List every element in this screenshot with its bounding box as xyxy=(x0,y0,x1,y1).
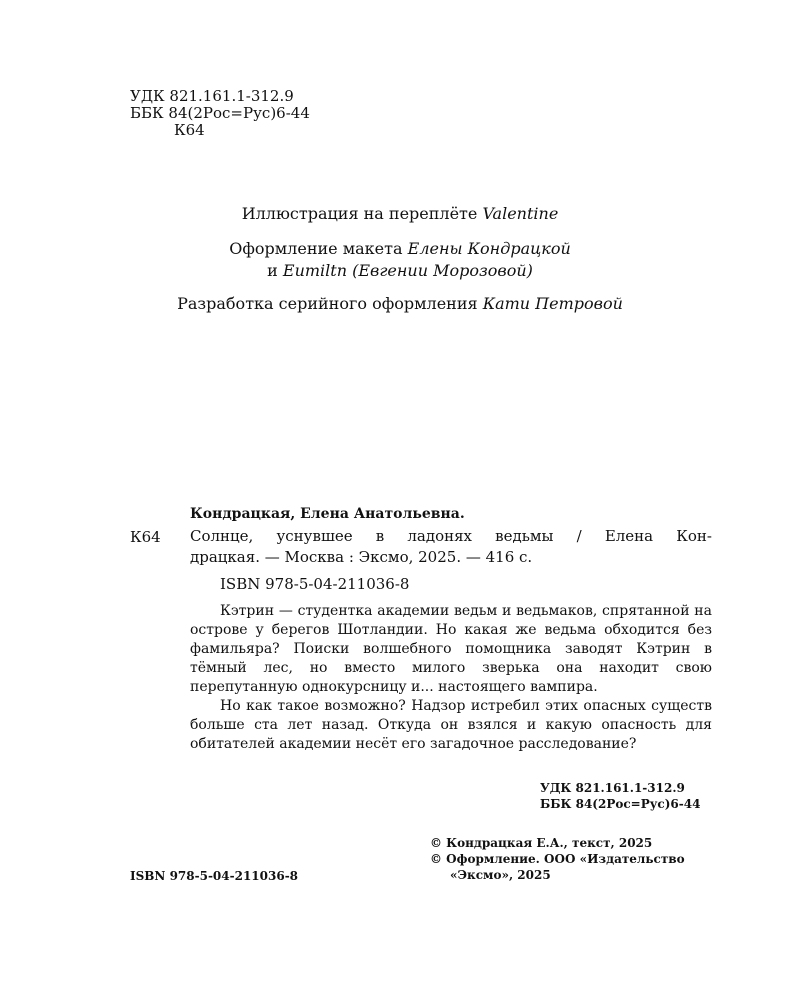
title-line-1 xyxy=(190,526,712,547)
series-label: Разработка серийного оформления xyxy=(177,294,478,313)
series-designer-name: Кати Петровой xyxy=(482,294,623,313)
footer-codes xyxy=(540,780,700,812)
title-word: Кон- xyxy=(676,527,712,545)
footer-bbk: ББК 84(2Рос=Рус)6-44 xyxy=(540,797,701,811)
title-word: / xyxy=(576,527,582,545)
title-word: в xyxy=(375,527,385,545)
layout-label: Оформление макета xyxy=(229,239,403,258)
udk-code: УДК 821.161.1-312.9 xyxy=(130,87,294,105)
title-word: ладонях xyxy=(407,527,473,545)
catalog-codes xyxy=(130,88,310,139)
layout-designer-name: Елены Кондрацкой xyxy=(407,239,571,258)
title-word: ведьмы xyxy=(495,527,554,545)
layout-designer-name-2: Eumiltn (Евгении Морозовой) xyxy=(282,261,533,280)
series-credit xyxy=(0,294,800,313)
copyright-text: © Кондрацкая Е.А., текст, 2025 xyxy=(430,836,653,850)
title-word: Елена xyxy=(604,527,654,545)
illustration-label: Иллюстрация на переплёте xyxy=(241,204,478,223)
illustration-credit xyxy=(0,204,800,223)
title-line-2: драцкая. — Москва : Эксмо, 2025. — 416 с. xyxy=(190,548,533,566)
layout-and: и xyxy=(267,261,278,280)
record-mark: К64 xyxy=(130,528,161,546)
illustrator-name: Valentine xyxy=(482,204,559,223)
copyright-design-cont: «Эксмо», 2025 xyxy=(450,868,551,882)
title-word: уснувшее xyxy=(276,527,353,545)
annotation xyxy=(190,602,712,754)
bbk-code: ББК 84(2Рос=Рус)6-44 xyxy=(130,104,310,122)
copyright-design: © Оформление. ООО «Издательство xyxy=(430,852,685,866)
record-isbn: ISBN 978-5-04-211036-8 xyxy=(220,575,410,593)
annotation-paragraph-1: Кэтрин — студентка академии ведьм и ведьмаков, спрятанной на острове у берегов Шотландии. Но какая же ведьма обходится без фамильяра? Поиски волшебного помощника заводят Кэтрин в тёмный лес, но вместо милого зверька она находит свою перепутанную однокурсницу и... настоящего вампира. xyxy=(190,603,712,695)
author-mark: К64 xyxy=(174,121,205,139)
annotation-paragraph-2: Но как такое возможно? Надзор истребил этих опасных существ больше ста лет назад. Откуда он взялся и какую опасность для обитателей академии несёт его загадочное расследование? xyxy=(190,698,712,752)
footer-isbn: ISBN 978-5-04-211036-8 xyxy=(130,869,299,883)
record-author: Кондрацкая, Елена Анатольевна. xyxy=(190,506,465,522)
record-title xyxy=(190,526,712,568)
title-word: Солнце, xyxy=(190,527,254,545)
layout-credit xyxy=(0,238,800,282)
footer-udk: УДК 821.161.1-312.9 xyxy=(540,781,685,795)
copyright-block xyxy=(430,835,685,883)
